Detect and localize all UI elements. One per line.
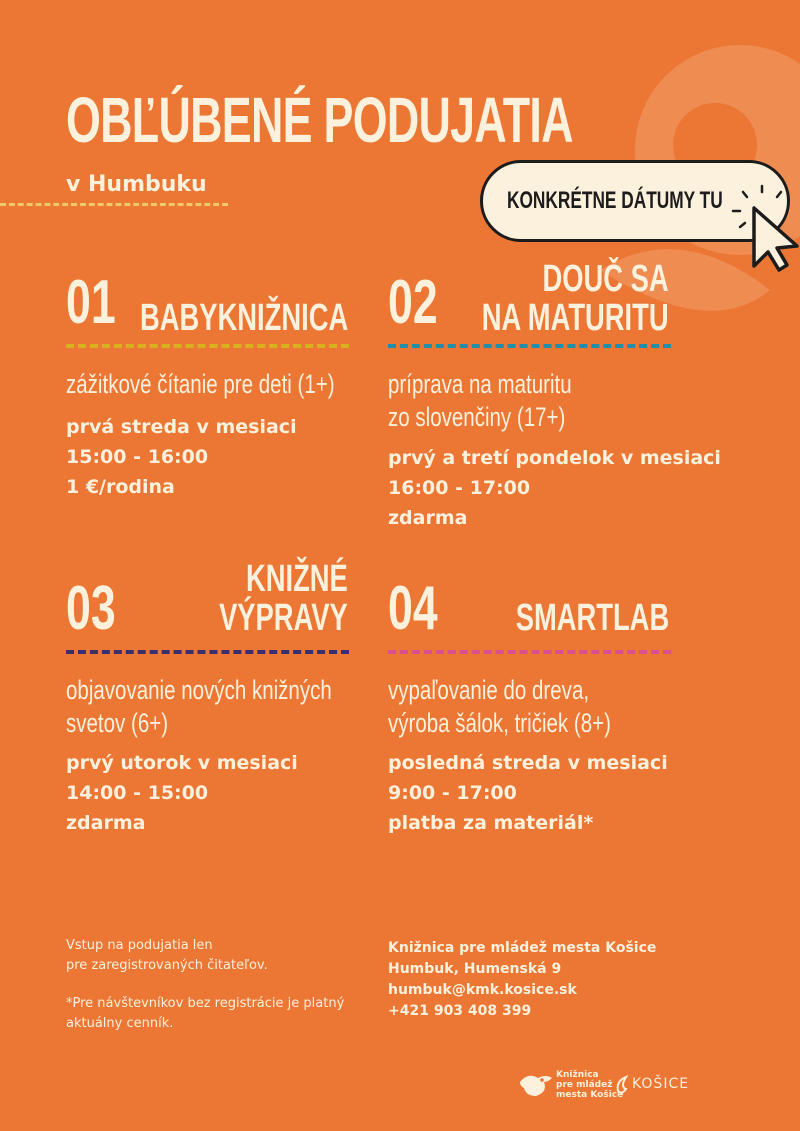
event-description: objavovanie nových knižných svetov (6+) <box>66 675 332 738</box>
event-heading: SMARTLAB <box>515 596 669 639</box>
event-details: prvý utorok v mesiaci 14:00 - 15:00 zdarma <box>66 752 298 834</box>
contact-block <box>388 938 656 1022</box>
event-divider <box>66 344 349 348</box>
event-heading: BABYKNIŽNICA <box>139 296 348 339</box>
pricing-note: *Pre návštevníkov bez registrácie je platný aktuálny cenník. <box>66 996 345 1031</box>
cursor-click-icon <box>724 178 800 272</box>
library-logo: Knižnica pre mládež mesta Košice <box>518 1070 613 1104</box>
email-link[interactable]: humbuk@kmk.kosice.sk <box>388 982 577 998</box>
page-title: OBĽÚBENÉ PODUJATIA <box>66 84 573 156</box>
event-heading: KNIŽNÉ VÝPRAVY <box>219 558 348 639</box>
library-name: Knižnica pre mládež mesta Košice <box>388 940 657 956</box>
event-description: vypaľovanie do dreva, výroba šálok, tričiek (8+) <box>388 675 611 738</box>
event-details: prvý a tretí pondelok v mesiaci 16:00 - 17:00 zdarma <box>388 447 721 529</box>
phone-link[interactable]: +421 903 408 399 <box>388 1003 532 1019</box>
event-heading: DOUČ SA NA MATURITU <box>482 258 669 339</box>
event-number: 03 <box>66 574 116 643</box>
event-number: 01 <box>66 268 116 337</box>
address: Humbuk, Humenská 9 <box>388 961 562 977</box>
bird-logo-icon <box>518 1070 554 1100</box>
event-description: zážitkové čítanie pre deti (1+) <box>66 369 335 399</box>
registration-note: Vstup na podujatia len pre zaregistrovaných čitateľov. <box>66 938 268 973</box>
dates-link-label: KONKRÉTNE DÁTUMY TU <box>507 187 723 214</box>
event-details: prvá streda v mesiaci 15:00 - 16:00 1 €/rodina <box>66 416 297 498</box>
event-description: príprava na maturitu zo slovenčiny (17+) <box>388 369 572 432</box>
page-subtitle: v Humbuku <box>66 172 207 197</box>
event-number: 04 <box>388 574 438 643</box>
subtitle-divider <box>0 203 228 206</box>
event-number: 02 <box>388 268 438 337</box>
event-divider <box>388 344 671 348</box>
event-divider <box>66 650 349 654</box>
event-divider <box>388 650 671 654</box>
event-details: posledná streda v mesiaci 9:00 - 17:00 platba za materiál* <box>388 752 668 834</box>
kosice-logo-icon <box>614 1075 630 1095</box>
